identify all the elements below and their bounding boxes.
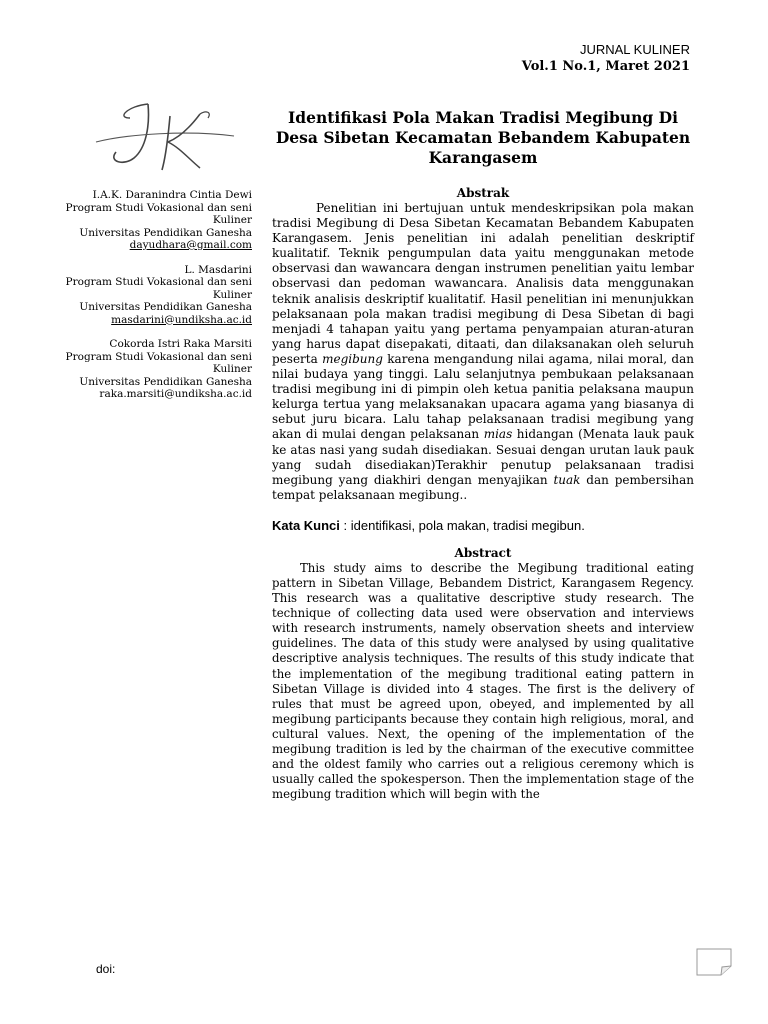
author-program: Program Studi Vokasional dan seni Kuliner [65,201,252,226]
abstrak-italic-term: mias [483,427,513,442]
author-3 [50,338,252,401]
keywords [272,518,694,534]
author-university: Universitas Pendidikan Ganesha [79,375,252,388]
author-email-link[interactable]: dayudhara@gmail.com [129,239,252,251]
doi-label: doi: [96,962,116,976]
author-program: Program Studi Vokasional dan seni Kuliner [65,276,252,301]
main-column [272,108,694,802]
author-list [50,189,252,413]
author-2 [50,264,252,327]
abstrak-heading: Abstrak [456,186,510,200]
abstrak-text: Penelitian ini bertujuan untuk mendeskripsikan pola makan tradisi Megibung di Desa Sibetan Kecamatan Bebandem Kabupaten Karangasem. Jenis penelitian ini adalah penelitian deskriptif kualitatif. Teknik pengumpulan data yaitu menggunakan metode observasi dan wawancara dengan instrumen penelitian yaitu lembar observasi dan pedoman wawancara. Analisis data menggunakan teknik analisis deskriptif kualitatif. Hasil penelitian ini menunjukkan pelaksanaan pola makan tradisi megibung di Desa Sibetan di bagi menjadi 4 tahapan yaitu yang pertama penyampaian aturan-aturan yang harus dapat disepakati, ditaati, dan dilaksanakan oleh seluruh peserta [272,201,694,366]
journal-header [522,42,690,75]
abstrak-italic-term: tuak [553,472,581,487]
author-university: Universitas Pendidikan Ganesha [79,226,252,239]
author-1 [50,189,252,252]
author-university: Universitas Pendidikan Ganesha [79,301,252,313]
abstract-body: This study aims to describe the Megibung traditional eating pattern in Sibetan Village, Bebandem District, Karangasem Regency. This research was a qualitative descriptive study research. The technique of collecting data used were observation and interviews with research instruments, namely observation sheets and interview guidelines. The data of this study were analysed by using qualitative descriptive analysis techniques. The results of this study indicate that the implementation of the megibung traditional eating pattern in Sibetan Village is divided into 4 stages. The first is the delivery of rules that must be agreed upon, obeyed, and implemented by all megibung participants because they contain high religious, moral, and cultural values. Next, the opening of the implementation of the megibung tradition is led by the chairman of the executive committee and the oldest family who carries out a religious ceremony which is usually called the spokesperson. Then the implementation stage of the megibung tradition which will begin with the [272,560,694,802]
abstrak-italic-term: megibung [322,351,383,366]
paper-title: Identifikasi Pola Makan Tradisi Megibung Di Desa Sibetan Kecamatan Bebandem Kabupaten Karangasem [275,108,691,167]
abstrak-text: dan pembersihan tempat pelaksanaan megibung.. [272,472,694,502]
abstract-heading: Abstract [454,545,512,560]
journal-issue: Vol.1 No.1, Maret 2021 [521,59,690,74]
author-name: Cokorda Istri Raka Marsiti [109,338,252,350]
journal-name: JURNAL KULINER [579,42,690,57]
author-email-link[interactable]: masdarini@undiksha.ac.id [111,313,252,326]
author-email: raka.marsiti@undiksha.ac.id [99,388,252,400]
author-name: L. Masdarini [184,263,252,276]
author-name: I.A.K. Daranindra Cintia Dewi [92,189,252,201]
author-program: Program Studi Vokasional dan seni Kuliner [65,350,252,375]
page-corner-icon [696,948,732,976]
keywords-text: : identifikasi, pola makan, tradisi megibun. [339,517,585,533]
journal-logo [88,96,238,176]
abstrak-body [272,201,694,503]
abstrak-text: karena mengandung nilai agama, nilai moral, dan nilai budaya yang tinggi. Lalu selanjutnya pembukaan pelaksanaan tradisi megibung ini di pimpin oleh ketua panitia pelaksana maupun kelurga tertua yang melaksanakan upacara agama yang biasanya di sebut juru bicara. Lalu tahap pelaksanaan tradisi megibung yang akan di mulai dengan pelaksanan [272,351,694,442]
keywords-label: Kata Kunci [272,517,340,533]
abstrak-text: hidangan (Menata lauk pauk ke atas nasi yang sudah disediakan. Sesuai dengan urutan lauk pauk yang sudah disediakan)Terakhir penutup pelaksanaan tradisi megibung yang diakhiri dengan menyajikan [272,427,694,487]
